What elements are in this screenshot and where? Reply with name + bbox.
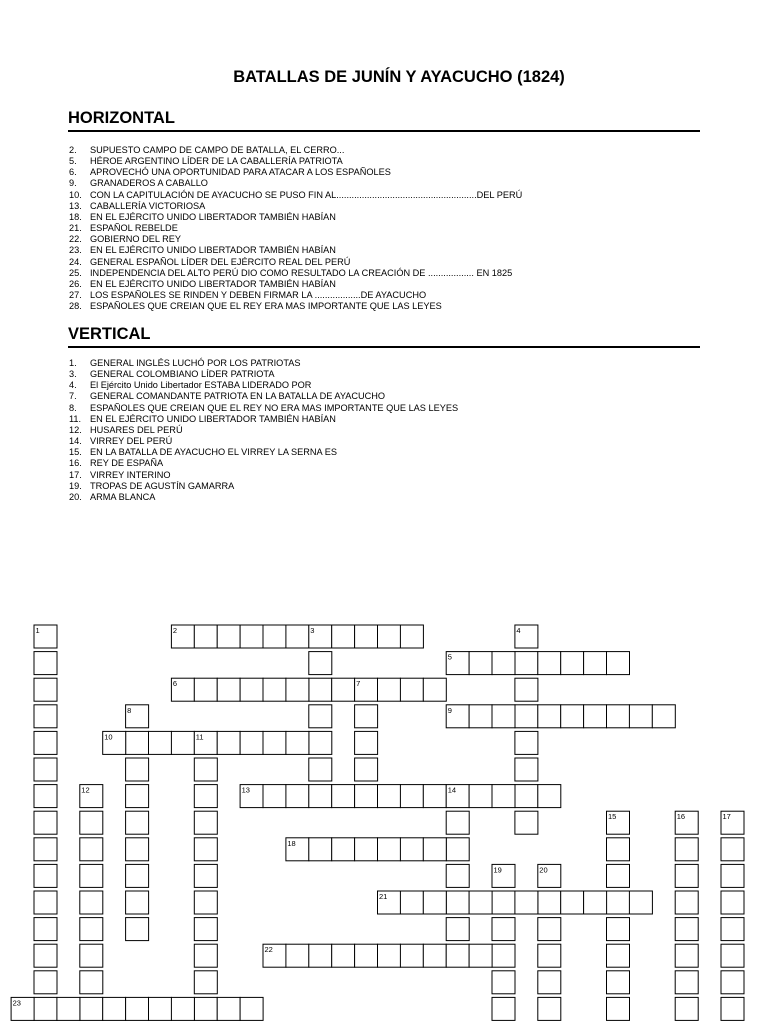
crossword-cell[interactable] <box>149 997 172 1020</box>
vertical-heading: VERTICAL <box>68 325 700 348</box>
crossword-cell[interactable] <box>629 705 652 728</box>
clue-number: 10. <box>69 189 82 200</box>
crossword-cell[interactable] <box>355 838 378 861</box>
crossword-cell[interactable] <box>34 785 57 808</box>
crossword-cell[interactable] <box>492 652 515 675</box>
clue-number: 8. <box>69 402 77 413</box>
crossword-cell[interactable] <box>607 918 630 941</box>
crossword-cell[interactable] <box>103 997 126 1020</box>
crossword-cell[interactable] <box>378 944 401 967</box>
crossword-cell[interactable] <box>721 918 744 941</box>
cell-number: 13 <box>241 785 250 795</box>
crossword-cell[interactable] <box>332 838 355 861</box>
crossword-cell[interactable] <box>240 625 263 648</box>
clue-number: 15. <box>69 447 82 458</box>
crossword-cell[interactable] <box>400 944 423 967</box>
crossword-cell[interactable] <box>721 864 744 887</box>
crossword-cell[interactable] <box>309 731 332 754</box>
crossword-cell[interactable] <box>515 705 538 728</box>
crossword-cell[interactable] <box>240 731 263 754</box>
clue-number: 14. <box>69 436 82 447</box>
crossword-cell[interactable] <box>400 625 423 648</box>
crossword-cell[interactable] <box>584 652 607 675</box>
crossword-cell[interactable] <box>721 997 744 1020</box>
clue-text: ESPAÑOL REBELDE <box>90 223 178 234</box>
crossword-cell[interactable] <box>538 997 561 1020</box>
crossword-cell[interactable] <box>446 838 469 861</box>
clue-text: EN EL EJÉRCITO UNIDO LIBERTADOR TAMBIÉN HABÍAN <box>90 278 336 289</box>
crossword-cell[interactable] <box>286 944 309 967</box>
crossword-cell[interactable] <box>675 891 698 914</box>
crossword-cell[interactable] <box>126 997 149 1020</box>
crossword-cell[interactable] <box>286 731 309 754</box>
crossword-cell[interactable] <box>149 731 172 754</box>
crossword-cell[interactable] <box>217 731 240 754</box>
crossword-cell[interactable] <box>194 891 217 914</box>
crossword-cell[interactable] <box>675 838 698 861</box>
crossword-cell[interactable] <box>309 944 332 967</box>
crossword-cell[interactable] <box>126 785 149 808</box>
cell-number: 6 <box>172 679 178 689</box>
crossword-cell[interactable] <box>721 891 744 914</box>
crossword-cell[interactable] <box>607 705 630 728</box>
crossword-cell[interactable] <box>80 997 103 1020</box>
crossword-cell[interactable] <box>355 758 378 781</box>
crossword-cell[interactable] <box>607 997 630 1020</box>
cell-number: 23 <box>12 998 21 1008</box>
crossword-cell[interactable] <box>171 997 194 1020</box>
crossword-cell[interactable] <box>332 785 355 808</box>
clue-text: HÉROE ARGENTINO LÍDER DE LA CABALLERÍA PATRIOTA <box>90 156 343 167</box>
clue-number: 6. <box>69 167 77 178</box>
crossword-cell[interactable] <box>80 811 103 834</box>
crossword-cell[interactable] <box>607 838 630 861</box>
page-title: BATALLAS DE JUNÍN Y AYACUCHO (1824) <box>233 68 565 86</box>
cell-number: 1 <box>35 626 40 635</box>
crossword-cell[interactable] <box>584 705 607 728</box>
clue-number: 2. <box>69 145 77 155</box>
cell-number: 3 <box>310 626 315 635</box>
clue-number: 23. <box>69 245 82 256</box>
crossword-cell[interactable] <box>286 625 309 648</box>
crossword-cell[interactable] <box>34 944 57 967</box>
crossword-cell[interactable] <box>721 838 744 861</box>
crossword-cell[interactable] <box>34 864 57 887</box>
clue-number: 24. <box>69 256 82 267</box>
cell-number: 7 <box>356 679 361 689</box>
clue-text: SUPUESTO CAMPO DE CAMPO DE BATALLA, EL CERRO... <box>90 145 345 155</box>
crossword-cell[interactable] <box>80 918 103 941</box>
crossword-cell[interactable] <box>126 864 149 887</box>
cell-number: 5 <box>447 652 452 662</box>
crossword-cell[interactable] <box>721 944 744 967</box>
crossword-cell[interactable] <box>446 944 469 967</box>
crossword-cell[interactable] <box>80 891 103 914</box>
cell-number: 12 <box>81 785 90 795</box>
crossword-cell[interactable] <box>492 785 515 808</box>
cell-number: 18 <box>287 838 296 848</box>
crossword-cell[interactable] <box>194 758 217 781</box>
crossword-cell[interactable] <box>309 652 332 675</box>
crossword-cell[interactable] <box>263 785 286 808</box>
crossword-cell[interactable] <box>34 731 57 754</box>
crossword-cell[interactable] <box>126 811 149 834</box>
crossword-cell[interactable] <box>515 678 538 701</box>
clue-text: VIRREY DEL PERÚ <box>90 436 173 447</box>
crossword-cell[interactable] <box>34 652 57 675</box>
crossword-cell[interactable] <box>469 891 492 914</box>
crossword-cell[interactable] <box>492 891 515 914</box>
cell-number: 4 <box>516 626 521 635</box>
crossword-cell[interactable] <box>194 838 217 861</box>
crossword-cell[interactable] <box>34 971 57 994</box>
clue-text: GOBIERNO DEL REY <box>90 234 182 245</box>
crossword-cell[interactable] <box>423 838 446 861</box>
crossword-cell[interactable] <box>355 625 378 648</box>
crossword-cell[interactable] <box>607 891 630 914</box>
crossword-cell[interactable] <box>538 785 561 808</box>
crossword-cell[interactable] <box>652 705 675 728</box>
crossword-cell[interactable] <box>194 811 217 834</box>
clue-text: INDEPENDENCIA DEL ALTO PERÚ DIO COMO RESULTADO LA CREACIÓN DE .................. EN 1825 <box>90 267 513 278</box>
crossword-cell[interactable] <box>675 864 698 887</box>
clue-number: 13. <box>69 200 82 211</box>
crossword-cell[interactable] <box>80 944 103 967</box>
clue-number: 7. <box>69 391 77 402</box>
crossword-cell[interactable] <box>194 678 217 701</box>
crossword-cell[interactable] <box>423 891 446 914</box>
crossword-cell[interactable] <box>194 971 217 994</box>
clue-number: 28. <box>69 301 82 312</box>
crossword-cell[interactable] <box>217 997 240 1020</box>
clue-number: 18. <box>69 211 82 222</box>
crossword-cell[interactable] <box>561 652 584 675</box>
crossword-cell[interactable] <box>561 705 584 728</box>
crossword-cell[interactable] <box>538 891 561 914</box>
crossword-cell[interactable] <box>446 864 469 887</box>
crossword-cell[interactable] <box>34 891 57 914</box>
crossword-cell[interactable] <box>194 918 217 941</box>
clue-number: 5. <box>69 156 77 167</box>
crossword-cell[interactable] <box>80 838 103 861</box>
crossword-cell[interactable] <box>263 678 286 701</box>
crossword-cell[interactable] <box>515 758 538 781</box>
crossword-cell[interactable] <box>217 678 240 701</box>
crossword-cell[interactable] <box>34 758 57 781</box>
crossword-cell[interactable] <box>538 652 561 675</box>
crossword-cell[interactable] <box>194 997 217 1020</box>
crossword-cell[interactable] <box>263 731 286 754</box>
crossword-cell[interactable] <box>675 918 698 941</box>
clue-text: GENERAL ESPAÑOL LÍDER DEL EJÉRCITO REAL DEL PERÚ <box>90 256 351 267</box>
crossword-cell[interactable] <box>629 891 652 914</box>
crossword-cell[interactable] <box>34 811 57 834</box>
crossword-cell[interactable] <box>607 944 630 967</box>
clue-number: 3. <box>69 369 77 380</box>
clue-text: GENERAL COMANDANTE PATRIOTA EN LA BATALLA DE AYACUCHO <box>90 391 386 402</box>
crossword-cell[interactable] <box>492 997 515 1020</box>
clue-number: 11. <box>69 413 82 424</box>
crossword-cell[interactable] <box>538 944 561 967</box>
cell-number: 16 <box>676 812 686 822</box>
clue-number: 19. <box>69 480 82 491</box>
crossword-cell[interactable] <box>378 838 401 861</box>
crossword-cell[interactable] <box>538 918 561 941</box>
crossword-cell[interactable] <box>80 864 103 887</box>
crossword-cell[interactable] <box>309 705 332 728</box>
clue-text: ARMA BLANCA <box>90 491 156 502</box>
crossword-cell[interactable] <box>286 678 309 701</box>
clue-number: 9. <box>69 178 77 189</box>
crossword-cell[interactable] <box>217 625 240 648</box>
cell-number: 2 <box>172 626 178 635</box>
crossword-cell[interactable] <box>492 705 515 728</box>
clue-number: 21. <box>69 223 82 234</box>
crossword-cell[interactable] <box>34 918 57 941</box>
crossword-cell[interactable] <box>126 731 149 754</box>
clue-number: 1. <box>69 358 77 368</box>
clue-text: ESPAÑOLES QUE CREIAN QUE EL REY ERA MAS IMPORTANTE QUE LAS LEYES <box>90 301 442 312</box>
clue-text: GENERAL COLOMBIANO LÍDER PATRIOTA <box>90 369 275 380</box>
crossword-cell[interactable] <box>400 891 423 914</box>
cell-number: 10 <box>104 732 113 742</box>
crossword-cell[interactable] <box>194 944 217 967</box>
clue-text: VIRREY INTERINO <box>90 469 171 480</box>
crossword-cell[interactable] <box>332 625 355 648</box>
crossword-cell[interactable] <box>469 705 492 728</box>
crossword-cell[interactable] <box>309 678 332 701</box>
clue-text: EN EL EJÉRCITO UNIDO LIBERTADOR TAMBIÉN HABÍAN <box>90 211 336 222</box>
crossword-cell[interactable] <box>446 811 469 834</box>
cell-number: 20 <box>539 865 548 875</box>
crossword-cell[interactable] <box>400 678 423 701</box>
crossword-cell[interactable] <box>538 971 561 994</box>
crossword-cell[interactable] <box>126 918 149 941</box>
crossword-cell[interactable] <box>355 785 378 808</box>
crossword-cell[interactable] <box>80 971 103 994</box>
crossword-cell[interactable] <box>57 997 80 1020</box>
clue-text: ESPAÑOLES QUE CREIAN QUE EL REY NO ERA MAS IMPORTANTE QUE LAS LEYES <box>90 402 459 413</box>
crossword-cell[interactable] <box>126 758 149 781</box>
clue-text: LOS ESPAÑOLES SE RINDEN Y DEBEN FIRMAR LA ..................DE AYACUCHO <box>90 290 427 301</box>
crossword-cell[interactable] <box>309 758 332 781</box>
crossword-cell[interactable] <box>194 625 217 648</box>
crossword-cell[interactable] <box>126 838 149 861</box>
clue-number: 12. <box>69 424 82 435</box>
crossword-cell[interactable] <box>469 652 492 675</box>
crossword-cell[interactable] <box>34 678 57 701</box>
crossword-cell[interactable] <box>446 918 469 941</box>
clue-text: EN EL EJÉRCITO UNIDO LIBERTADOR TAMBIÉN HABÍAN <box>90 245 336 256</box>
cell-number: 17 <box>722 812 731 822</box>
cell-number: 19 <box>493 865 502 875</box>
crossword-cell[interactable] <box>446 891 469 914</box>
cell-number: 9 <box>447 705 452 715</box>
cell-number: 15 <box>608 812 617 822</box>
crossword-cell[interactable] <box>515 731 538 754</box>
crossword-cell[interactable] <box>240 997 263 1020</box>
crossword-cell[interactable] <box>721 971 744 994</box>
clue-text: CON LA CAPITULACIÓN DE AYACUCHO SE PUSO FIN AL.......................................................DEL PERÚ <box>90 189 523 200</box>
clue-number: 17. <box>69 469 82 480</box>
crossword-cell[interactable] <box>423 678 446 701</box>
crossword-cell[interactable] <box>515 811 538 834</box>
cell-number: 22 <box>264 945 273 955</box>
clue-text: REY DE ESPAÑA <box>90 458 164 469</box>
clue-text: APROVECHÓ UNA OPORTUNIDAD PARA ATACAR A LOS ESPAÑOLES <box>90 167 391 178</box>
clue-number: 4. <box>69 380 77 391</box>
clue-text: HUSARES DEL PERÚ <box>90 424 183 435</box>
crossword-cell[interactable] <box>675 971 698 994</box>
crossword-cell[interactable] <box>538 705 561 728</box>
clue-number: 25. <box>69 267 82 278</box>
crossword-cell[interactable] <box>400 785 423 808</box>
crossword-cell[interactable] <box>492 944 515 967</box>
crossword-cell[interactable] <box>400 838 423 861</box>
crossword-cell[interactable] <box>584 891 607 914</box>
crossword-cell[interactable] <box>34 838 57 861</box>
crossword-cell[interactable] <box>194 864 217 887</box>
crossword-cell[interactable] <box>515 785 538 808</box>
crossword-cell[interactable] <box>34 705 57 728</box>
cell-number: 14 <box>447 785 457 795</box>
clue-text: EN EL EJÉRCITO UNIDO LIBERTADOR TAMBIÉN HABÍAN <box>90 413 336 424</box>
crossword-cell[interactable] <box>469 785 492 808</box>
crossword-cell[interactable] <box>378 785 401 808</box>
crossword-cell[interactable] <box>263 625 286 648</box>
clue-text: TROPAS DE AGUSTÍN GAMARRA <box>90 480 235 491</box>
crossword-cell[interactable] <box>423 785 446 808</box>
crossword-cell[interactable] <box>309 838 332 861</box>
crossword-cell[interactable] <box>332 678 355 701</box>
crossword-cell[interactable] <box>492 971 515 994</box>
clue-number: 22. <box>69 234 82 245</box>
crossword-cell[interactable] <box>355 944 378 967</box>
clue-text: GENERAL INGLÉS LUCHÓ POR LOS PATRIOTAS <box>90 358 301 368</box>
crossword-cell[interactable] <box>240 678 263 701</box>
crossword-cell[interactable] <box>171 731 194 754</box>
clue-text: El Ejército Unido Libertador ESTABA LIDERADO POR <box>90 380 312 391</box>
clue-text: GRANADEROS A CABALLO <box>90 178 208 189</box>
crossword-cell[interactable] <box>194 785 217 808</box>
crossword-cell[interactable] <box>309 785 332 808</box>
clue-text: CABALLERÍA VICTORIOSA <box>90 200 206 211</box>
clue-number: 26. <box>69 278 82 289</box>
horizontal-heading: HORIZONTAL <box>68 109 700 132</box>
crossword-cell[interactable] <box>561 891 584 914</box>
clue-number: 20. <box>69 491 82 502</box>
crossword-cell[interactable] <box>378 625 401 648</box>
crossword-cell[interactable] <box>355 731 378 754</box>
crossword-cell[interactable] <box>34 997 57 1020</box>
crossword-cell[interactable] <box>469 944 492 967</box>
clue-text: EN LA BATALLA DE AYACUCHO EL VIRREY LA SERNA ES <box>90 447 337 458</box>
crossword-cell[interactable] <box>286 785 309 808</box>
crossword-cell[interactable] <box>675 997 698 1020</box>
crossword-cell[interactable] <box>515 891 538 914</box>
crossword-cell[interactable] <box>675 944 698 967</box>
cell-number: 11 <box>195 732 204 742</box>
crossword-cell[interactable] <box>355 705 378 728</box>
crossword-cell[interactable] <box>607 652 630 675</box>
crossword-cell[interactable] <box>423 944 446 967</box>
clue-number: 16. <box>69 458 82 469</box>
crossword-cell[interactable] <box>515 652 538 675</box>
clue-number: 27. <box>69 290 82 301</box>
crossword-cell[interactable] <box>332 944 355 967</box>
crossword-cell[interactable] <box>607 864 630 887</box>
cell-number: 21 <box>379 892 388 901</box>
crossword-cell[interactable] <box>607 971 630 994</box>
cell-number: 8 <box>127 705 132 715</box>
crossword-cell[interactable] <box>378 678 401 701</box>
crossword-cell[interactable] <box>126 891 149 914</box>
crossword-cell[interactable] <box>492 918 515 941</box>
